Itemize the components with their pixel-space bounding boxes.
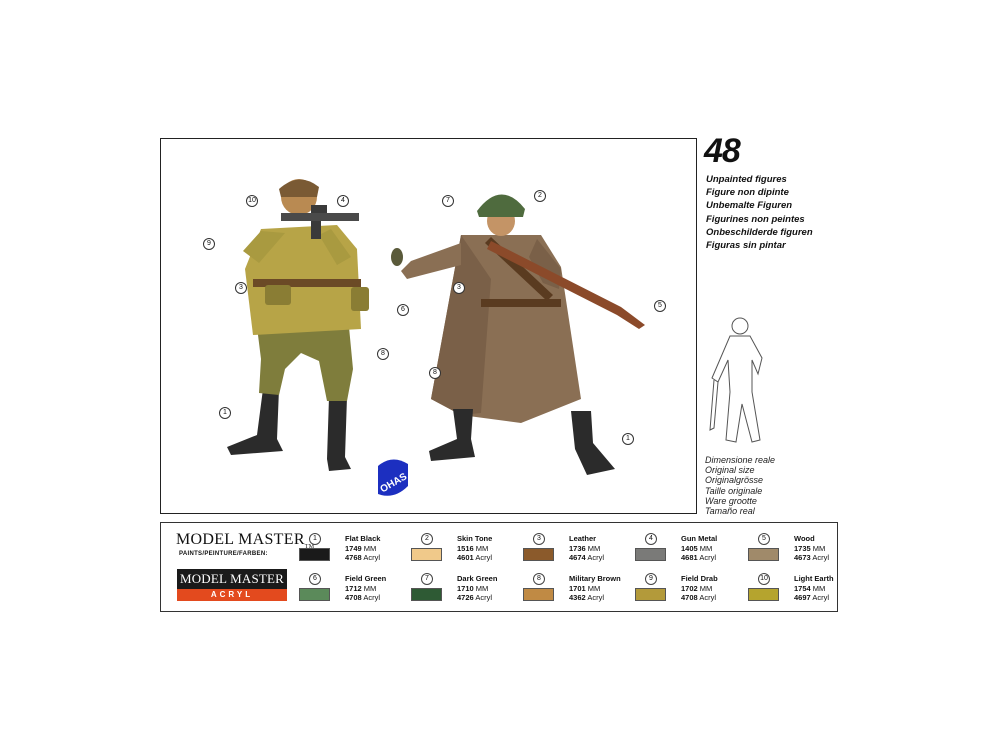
size-line: Tamaño real	[705, 506, 755, 517]
paint-entry	[523, 535, 635, 571]
logo-text: OHAS	[378, 471, 410, 496]
size-line: Original size	[705, 465, 755, 476]
paint-number: 4	[645, 533, 657, 545]
paint-acryl-code: 4674	[569, 553, 586, 562]
paint-codes	[569, 544, 604, 562]
callout-3b: 3	[453, 282, 465, 294]
model-master-acryl-logo	[177, 569, 287, 601]
paint-acryl-code: 4708	[345, 593, 362, 602]
paint-acryl-code: 4768	[345, 553, 362, 562]
paint-codes	[345, 584, 380, 602]
paint-number: 8	[533, 573, 545, 585]
paint-codes	[681, 544, 716, 562]
paint-codes	[794, 584, 829, 602]
paint-name: Leather	[569, 534, 597, 543]
paint-number: 5	[758, 533, 770, 545]
paint-codes	[569, 584, 604, 602]
unpainted-line: Figuras sin pintar	[706, 240, 786, 252]
paint-entry	[299, 575, 411, 611]
acryl-suffix: Acryl	[475, 593, 493, 602]
acryl-suffix: Acryl	[812, 553, 830, 562]
paint-number: 6	[309, 573, 321, 585]
paint-codes	[457, 544, 492, 562]
paint-swatch	[748, 548, 779, 561]
paint-codes	[794, 544, 829, 562]
original-size-silhouette	[700, 312, 780, 457]
paint-entry	[635, 575, 747, 611]
paint-swatch	[299, 548, 330, 561]
brand-name: MODEL MASTER	[176, 531, 305, 548]
soldiers-illustration	[161, 139, 698, 515]
paint-mm-code: 1749	[345, 544, 362, 553]
paint-mm-code: 1516	[457, 544, 474, 553]
acryl-suffix: Acryl	[699, 553, 717, 562]
callout-6: 6	[397, 304, 409, 316]
callout-1: 1	[219, 407, 231, 419]
mm-suffix: MM	[363, 584, 377, 593]
unpainted-figures-list	[706, 173, 813, 252]
paint-swatch	[411, 548, 442, 561]
paint-mm-code: 1405	[681, 544, 698, 553]
mm-suffix: MM	[812, 544, 826, 553]
size-line: Ware grootte	[705, 495, 757, 506]
unpainted-line: Onbeschilderde figuren	[706, 226, 813, 238]
mm-suffix: MM	[587, 584, 601, 593]
paint-name: Flat Black	[345, 534, 381, 543]
paint-entry	[411, 575, 523, 611]
unpainted-line: Unbemalte Figuren	[706, 200, 793, 212]
callout-8: 8	[377, 348, 389, 360]
paint-name: Field Green	[345, 574, 387, 583]
callout-1b: 1	[622, 433, 634, 445]
paint-swatch	[635, 548, 666, 561]
mm-suffix: MM	[363, 544, 377, 553]
acryl-brand-name: MODEL MASTER	[177, 569, 287, 589]
paint-name: Field Drab	[681, 574, 718, 583]
unpainted-line: Figure non dipinte	[706, 187, 789, 199]
illustration-frame	[160, 138, 697, 514]
acryl-suffix: Acryl	[699, 593, 717, 602]
mm-suffix: MM	[587, 544, 601, 553]
paint-entry	[748, 535, 860, 571]
unpainted-line: Figurines non peintes	[706, 213, 805, 225]
paint-acryl-code: 4708	[681, 593, 698, 602]
paint-name: Military Brown	[569, 574, 621, 583]
paint-entry	[748, 575, 860, 611]
paint-acryl-code: 4601	[457, 553, 474, 562]
paint-entry	[523, 575, 635, 611]
callout-2: 2	[534, 190, 546, 202]
acryl-suffix: Acryl	[475, 553, 493, 562]
paint-codes	[681, 584, 716, 602]
scale-number: 48	[704, 132, 740, 170]
paint-acryl-code: 4362	[569, 593, 586, 602]
mm-suffix: MM	[699, 544, 713, 553]
paint-acryl-code: 4681	[681, 553, 698, 562]
acryl-suffix: Acryl	[363, 553, 381, 562]
acryl-suffix: Acryl	[587, 553, 605, 562]
paint-name: Dark Green	[457, 574, 498, 583]
paint-number: 3	[533, 533, 545, 545]
mm-suffix: MM	[475, 584, 489, 593]
unpainted-line: Unpainted figures	[706, 174, 787, 185]
brand-subtitle: PAINTS/PEINTURE/FARBEN:	[179, 551, 268, 557]
mm-suffix: MM	[475, 544, 489, 553]
paint-codes	[345, 544, 380, 562]
paint-entry	[411, 535, 523, 571]
paint-mm-code: 1710	[457, 584, 474, 593]
paint-number: 2	[421, 533, 433, 545]
paint-mm-code: 1712	[345, 584, 362, 593]
paint-swatch	[635, 588, 666, 601]
callout-7: 7	[442, 195, 454, 207]
paint-mm-code: 1735	[794, 544, 811, 553]
paint-swatch	[299, 588, 330, 601]
size-line: Taille originale	[705, 485, 763, 496]
paint-number: 10	[758, 573, 770, 585]
callout-9: 9	[203, 238, 215, 250]
paint-acryl-code: 4726	[457, 593, 474, 602]
paint-acryl-code: 4697	[794, 593, 811, 602]
acryl-suffix: Acryl	[587, 593, 605, 602]
paint-codes	[457, 584, 492, 602]
size-line: Originalgrösse	[705, 475, 764, 486]
paint-mm-code: 1701	[569, 584, 586, 593]
watermark-logo	[374, 456, 412, 505]
callout-3: 3	[235, 282, 247, 294]
paint-mm-code: 1736	[569, 544, 586, 553]
acryl-suffix: Acryl	[812, 593, 830, 602]
paint-name: Gun Metal	[681, 534, 718, 543]
original-size-list	[705, 455, 775, 516]
paint-mm-code: 1702	[681, 584, 698, 593]
acryl-suffix: Acryl	[363, 593, 381, 602]
callout-8b: 8	[429, 367, 441, 379]
paint-swatch	[523, 548, 554, 561]
paint-acryl-code: 4673	[794, 553, 811, 562]
acryl-label: ACRYL	[177, 589, 287, 601]
paint-name: Wood	[794, 534, 815, 543]
callout-10: 10	[246, 195, 258, 207]
callout-5: 5	[654, 300, 666, 312]
paint-name: Skin Tone	[457, 534, 493, 543]
paint-name: Light Earth	[794, 574, 834, 583]
paint-number: 7	[421, 573, 433, 585]
callout-4: 4	[337, 195, 349, 207]
paint-swatch	[748, 588, 779, 601]
paint-number: 1	[309, 533, 321, 545]
right-soldier-figure	[391, 194, 645, 475]
mm-suffix: MM	[699, 584, 713, 593]
paint-number: 9	[645, 573, 657, 585]
model-master-logo	[176, 531, 314, 550]
mm-suffix: MM	[812, 584, 826, 593]
paint-entry	[299, 535, 411, 571]
paint-mm-code: 1754	[794, 584, 811, 593]
size-line: Dimensione reale	[705, 455, 776, 465]
left-soldier-figure	[227, 179, 369, 471]
paint-swatch	[523, 588, 554, 601]
paint-swatch	[411, 588, 442, 601]
paint-legend	[160, 522, 838, 612]
paint-entry	[635, 535, 747, 571]
